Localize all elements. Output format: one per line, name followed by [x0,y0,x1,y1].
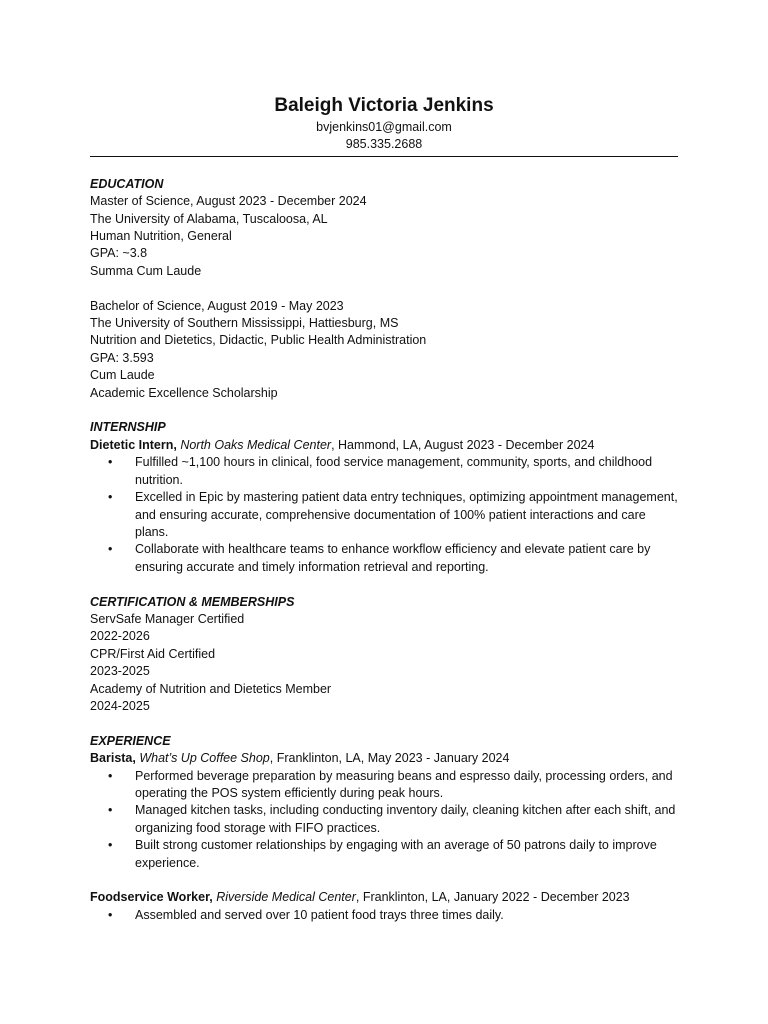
certification-line: Academy of Nutrition and Dietetics Member [90,681,332,696]
job-org: Riverside Medical Center [216,890,356,905]
job-role: Barista, [90,751,136,766]
section-title-certifications: CERTIFICATION & MEMBERSHIPS [90,594,295,609]
degree-line: The University of Southern Mississippi, Hattiesburg, MS [90,316,399,331]
internship-org: North Oaks Medical Center [180,437,332,452]
section-title-internship: INTERNSHIP [90,420,166,435]
certification-line: 2023-2025 [90,664,150,679]
job-bullets-foodservice [90,907,678,924]
list-item: • Managed kitchen tasks, including conducting inventory daily, cleaning kitchen after each shift, and organizing food storage with FIFO practices. [135,802,678,837]
degree-line: The University of Alabama, Tuscaloosa, AL [90,211,328,226]
degree-line: Summa Cum Laude [90,263,202,278]
job-heading-foodservice [90,889,678,906]
degree-line: Master of Science, August 2023 - December 2024 [90,194,367,209]
degree-line: Nutrition and Dietetics, Didactic, Public Health Administration [90,333,427,348]
list-item: • Fulfilled ~1,100 hours in clinical, food service management, community, sports, and childhood nutrition. [135,454,678,489]
certification-line: 2022-2026 [90,629,150,644]
certification-line: 2024-2025 [90,698,150,713]
resume-content [90,95,678,924]
contact-email: bvjenkins01@gmail.com [316,120,452,134]
certification-line: ServSafe Manager Certified [90,611,245,626]
internship-bullets [90,454,678,576]
job-details: , Franklinton, LA, January 2022 - December 2023 [355,890,630,905]
internship-heading [90,437,678,454]
degree-line: GPA: 3.593 [90,350,154,365]
degree-line: Academic Excellence Scholarship [90,385,278,400]
contact-phone: 985.335.2688 [345,137,423,152]
list-item: • Performed beverage preparation by measuring beans and espresso daily, processing orders, and operating the POS system efficiently during peak hours. [135,768,678,803]
internship-role: Dietetic Intern, [90,437,177,452]
job-bullets-barista [90,768,678,872]
education-degree-masters [90,193,678,280]
education-degree-bachelors [90,298,678,402]
job-heading-barista [90,750,678,767]
list-item: • Collaborate with healthcare teams to enhance workflow efficiency and elevate patient care by ensuring accurate and timely information retrieval and reporting. [135,541,678,576]
list-item: • Assembled and served over 10 patient food trays three times daily. [135,907,678,924]
degree-line: Cum Laude [90,368,155,383]
list-item: • Excelled in Epic by mastering patient data entry techniques, optimizing appointment management, and ensuring accurate, comprehensive documentation of 100% patient interactions and care plans. [135,489,678,541]
applicant-name: Baleigh Victoria Jenkins [274,95,494,116]
certification-line: CPR/First Aid Certified [90,646,216,661]
job-details: , Franklinton, LA, May 2023 - January 2024 [269,751,510,766]
section-title-education: EDUCATION [90,176,164,191]
job-org: What’s Up Coffee Shop [139,751,270,766]
list-item: • Built strong customer relationships by engaging with an average of 50 patrons daily to improve experience. [135,837,678,872]
degree-line: Bachelor of Science, August 2019 - May 2023 [90,298,344,313]
section-title-experience: EXPERIENCE [90,733,171,748]
degree-line: GPA: ~3.8 [90,246,148,261]
job-role: Foodservice Worker, [90,890,213,905]
degree-line: Human Nutrition, General [90,229,232,244]
internship-details: , Hammond, LA, August 2023 - December 2024 [331,437,595,452]
